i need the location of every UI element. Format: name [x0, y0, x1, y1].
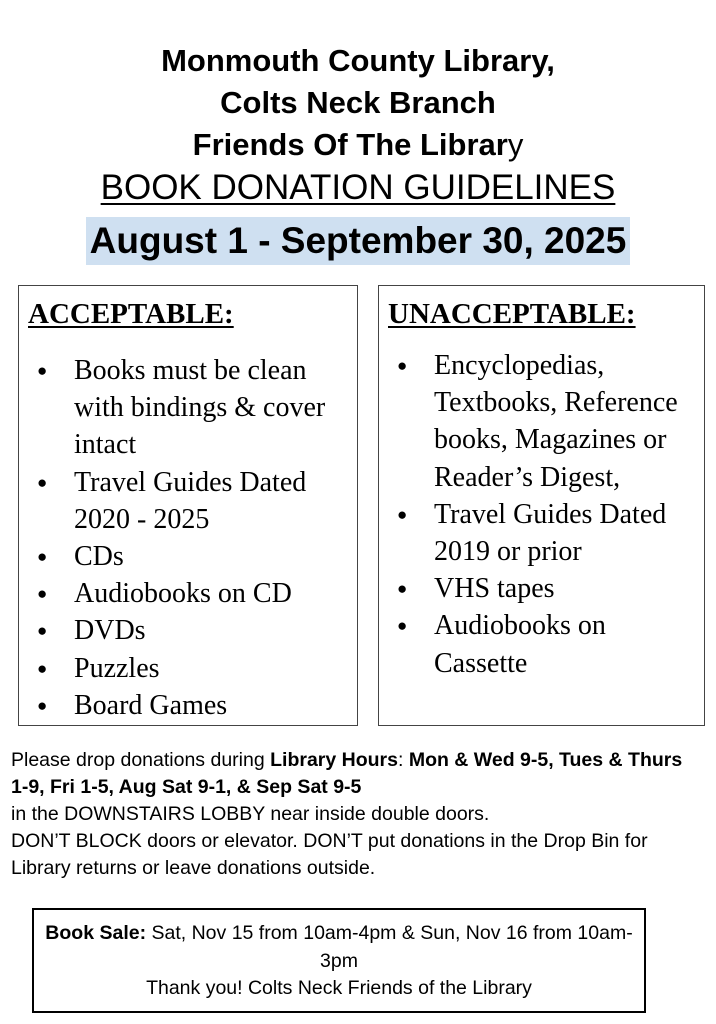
book-sale-label: Book Sale:: [45, 922, 147, 944]
unacceptable-item: ● Audiobooks on Cassette: [395, 607, 701, 681]
drop-location: in the DOWNSTAIRS LOBBY near inside double doors.: [11, 803, 490, 825]
branch-name: Colts Neck Branch: [220, 85, 496, 120]
friends-heading: [0, 124, 716, 166]
acceptable-item: ● Board Games: [35, 687, 353, 724]
book-sale-box: [32, 908, 646, 1013]
acceptable-item: ● DVDs: [35, 612, 353, 649]
friends-heading-plain: y: [507, 127, 524, 162]
drop-warning: DON’T BLOCK doors or elevator. DON’T put donations in the Drop Bin for Library returns or leave donations outside.: [11, 830, 648, 879]
acceptable-list: [35, 352, 353, 724]
unacceptable-item: ● VHS tapes: [395, 570, 701, 607]
acceptable-item: ● Audiobooks on CD: [35, 575, 353, 612]
friends-heading-bold: Friends Of The Librar: [192, 127, 508, 162]
thank-you-note: Thank you! Colts Neck Friends of the Library: [146, 977, 532, 999]
acceptable-title: ACCEPTABLE:: [28, 298, 234, 330]
flyer-header: [0, 40, 716, 265]
instructions-intro: Please drop donations during: [11, 749, 271, 771]
acceptable-box: [18, 285, 358, 726]
hours-colon: :: [397, 749, 409, 771]
unacceptable-list: [395, 347, 701, 682]
acceptable-item: ● Travel Guides Dated 2020 - 2025: [35, 464, 353, 538]
library-name: Monmouth County Library,: [161, 43, 555, 78]
acceptable-item: ● Puzzles: [35, 650, 353, 687]
unacceptable-box: [378, 285, 705, 726]
acceptable-item: ● Books must be clean with bindings & cover intact: [35, 352, 353, 464]
unacceptable-item: ● Travel Guides Dated 2019 or prior: [395, 496, 701, 570]
donation-dates: August 1 - September 30, 2025: [86, 217, 631, 265]
guidelines-title: BOOK DONATION GUIDELINES: [100, 168, 616, 207]
hours-label: Library Hours: [270, 749, 398, 771]
library-hours: Mon & Wed 9-5, Tues & Thurs 1-9, Fri 1-5, Aug Sat 9-1, & Sep Sat 9-5: [11, 749, 683, 798]
drop-off-instructions: [11, 747, 701, 882]
unacceptable-item: ● Encyclopedias, Textbooks, Reference books, Magazines or Reader’s Digest,: [395, 347, 701, 496]
unacceptable-title: UNACCEPTABLE:: [388, 298, 636, 330]
book-sale-details: Sat, Nov 15 from 10am-4pm & Sun, Nov 16 from 10am-3pm: [146, 922, 633, 972]
acceptable-item: ● CDs: [35, 538, 353, 575]
